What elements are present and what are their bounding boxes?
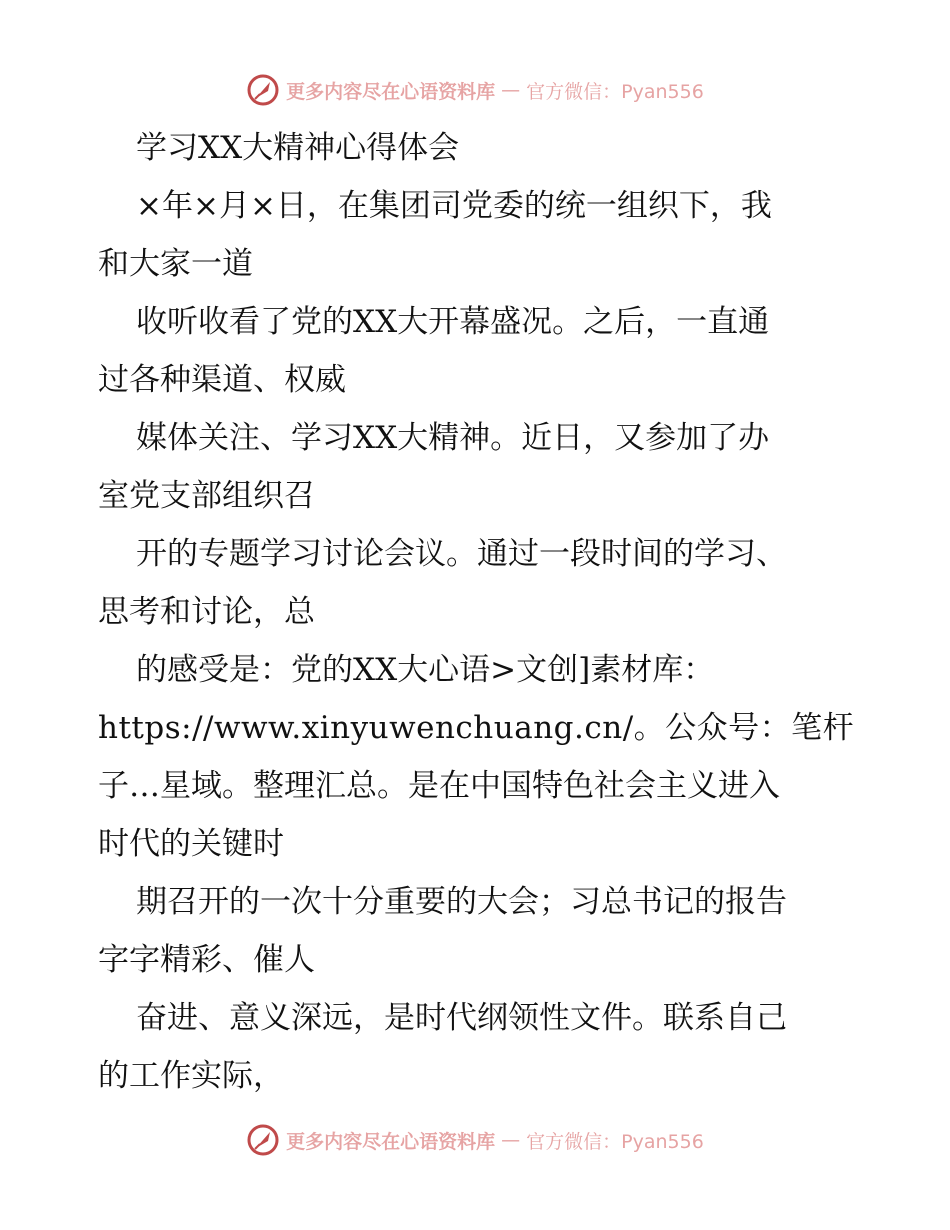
text-line: 媒体关注、学习XX大精神。近日，又参加了办 [136, 420, 770, 456]
quill-logo-icon [246, 1123, 280, 1157]
text-line: 收听收看了党的XX大开幕盛况。之后，一直通 [136, 304, 770, 340]
text-line: 室党支部组织召 [98, 478, 315, 514]
watermark-separator: — [501, 79, 521, 101]
watermark-wechat: 官方微信：Pyan556 [526, 1130, 704, 1153]
text-line: 过各种渠道、权威 [98, 362, 346, 398]
text-line: ×年×月×日，在集团司党委的统一组织下，我 [136, 188, 772, 224]
watermark-brand: 更多内容尽在心语资料库 [286, 1130, 496, 1153]
text-line: 时代的关键时 [98, 826, 284, 862]
watermark-wechat: 官方微信：Pyan556 [526, 80, 704, 103]
text-line: 子…星域。整理汇总。是在中国特色社会主义进入 [98, 768, 780, 804]
document-title: 学习XX大精神心得体会 [136, 130, 460, 166]
header-watermark [0, 70, 950, 110]
document-body [98, 119, 858, 1105]
text-line: 的工作实际， [98, 1058, 284, 1094]
watermark-brand: 更多内容尽在心语资料库 [286, 80, 496, 103]
text-line: 字字精彩、催人 [98, 942, 315, 978]
text-line: 期召开的一次十分重要的大会；习总书记的报告 [136, 884, 787, 920]
text-line: 和大家一道 [98, 246, 253, 282]
text-line: 开的专题学习讨论会议。通过一段时间的学习、 [136, 536, 787, 572]
quill-logo-icon [246, 73, 280, 107]
text-line: 的感受是：党的XX大心语>文创]素材库： [136, 652, 715, 688]
footer-watermark [0, 1120, 950, 1160]
text-line: 奋进、意义深远，是时代纲领性文件。联系自己 [136, 1000, 787, 1036]
text-line: 思考和讨论，总 [98, 594, 315, 630]
text-line-url: https://www.xinyuwenchuang.cn/。公众号：笔杆 [98, 710, 855, 746]
watermark-separator: — [501, 1129, 521, 1151]
